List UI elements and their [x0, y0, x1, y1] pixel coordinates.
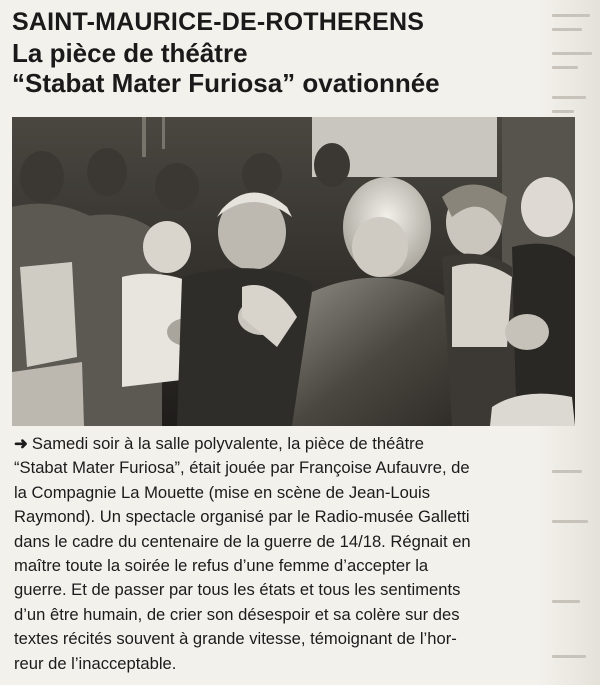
- photo-caption: [14, 432, 576, 676]
- caption-line-6: maître toute la soirée le refus d’une femme d’accepter la: [14, 556, 429, 576]
- article-header: [12, 8, 577, 98]
- kicker-location: SAINT-MAURICE-DE-ROTHERENS: [12, 8, 425, 36]
- caption-line-4: Raymond). Un spectacle organisé par le Radio-musée Galletti: [14, 507, 470, 527]
- caption-line-2: “Stabat Mater Furiosa”, était jouée par Françoise Aufauvre, de: [14, 458, 470, 478]
- caption-line-5: dans le cadre du centenaire de la guerre de 14/18. Régnait en: [14, 531, 471, 551]
- caption-line-9: textes récités souvent à grande vitesse, témoignant de l’hor-: [14, 629, 457, 649]
- headline-line-1: La pièce de théâtre: [12, 38, 248, 68]
- headline: [12, 38, 577, 98]
- caption-line-3: la Compagnie La Mouette (mise en scène de Jean-Louis: [14, 482, 431, 502]
- caption-line-8: d’un être humain, de crier son désespoir et sa colère sur des: [14, 604, 460, 624]
- audience-photo: [12, 117, 575, 426]
- caption-line-10: reur de l’inacceptable.: [14, 653, 177, 673]
- arrow-right-icon: ➜: [14, 434, 28, 453]
- headline-line-2: “Stabat Mater Furiosa” ovationnée: [12, 68, 440, 98]
- caption-line-1: ➜ Samedi soir à la salle polyvalente, la pièce de théâtre: [14, 434, 424, 453]
- audience-photo-illustration: [12, 117, 575, 426]
- caption-line-7: guerre. Et de passer par tous les états et tous les sentiments: [14, 580, 461, 600]
